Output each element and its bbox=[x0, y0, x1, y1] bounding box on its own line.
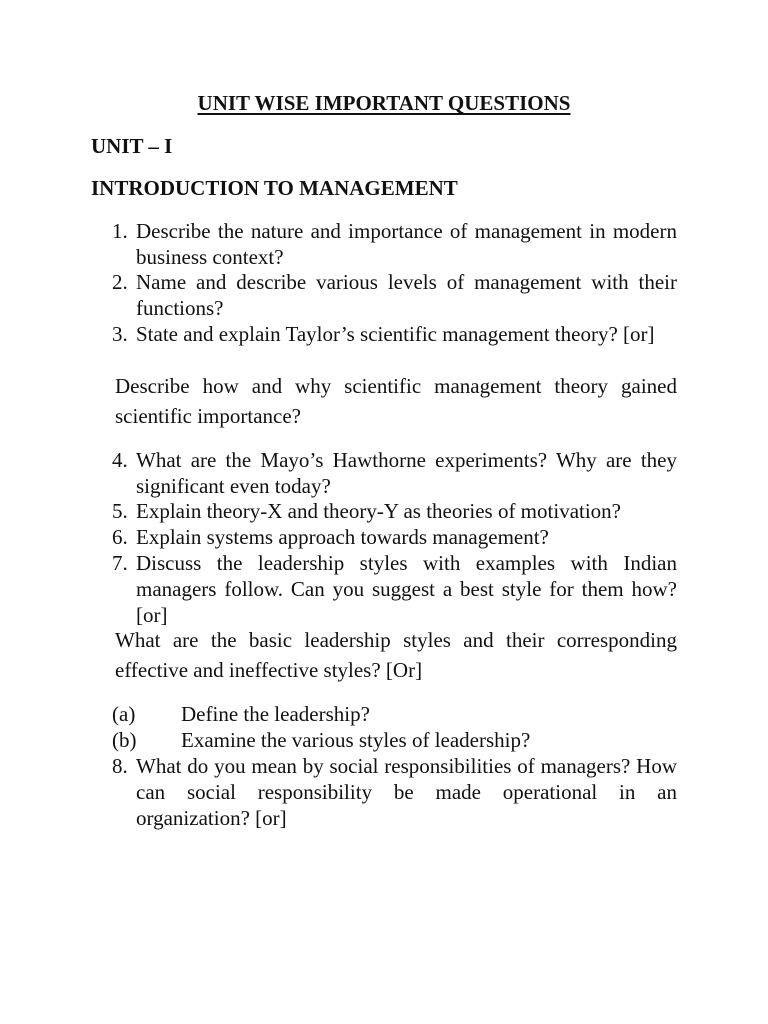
question-number: 3. bbox=[112, 322, 128, 346]
question-item bbox=[112, 447, 677, 499]
question-number: 6. bbox=[112, 525, 128, 549]
question-text: Explain theory-X and theory-Y as theories of motivation? bbox=[136, 499, 621, 523]
page-title: UNIT WISE IMPORTANT QUESTIONS bbox=[197, 91, 571, 115]
sub-question-label: (a) bbox=[112, 702, 136, 726]
sub-question-text: Examine the various styles of leadership? bbox=[181, 728, 531, 752]
question-number: 8. bbox=[112, 754, 128, 778]
question-text: Explain systems approach towards management? bbox=[136, 525, 549, 549]
question-text: Describe the nature and importance of management in modern business context? bbox=[136, 219, 677, 269]
question-item bbox=[112, 218, 677, 270]
alternative-question: What are the basic leadership styles and their corresponding effective and ineffective styles? [Or] bbox=[115, 628, 677, 682]
sub-question-label: (b) bbox=[112, 728, 137, 752]
question-number: 4. bbox=[112, 448, 128, 472]
question-number: 7. bbox=[112, 551, 128, 575]
question-item bbox=[112, 269, 677, 321]
question-text: What are the Mayo’s Hawthorne experiments? Why are they significant even today? bbox=[136, 448, 677, 498]
question-item bbox=[112, 753, 677, 831]
question-item bbox=[112, 498, 677, 524]
question-number: 5. bbox=[112, 499, 128, 523]
question-text: Discuss the leadership styles with examples with Indian managers follow. Can you suggest a best style for them how? [or] bbox=[136, 551, 677, 627]
question-item bbox=[112, 550, 677, 628]
alternative-question: Describe how and why scientific management theory gained scientific importance? bbox=[115, 374, 677, 428]
question-text: State and explain Taylor’s scientific management theory? [or] bbox=[136, 322, 655, 346]
section-heading: INTRODUCTION TO MANAGEMENT bbox=[91, 176, 458, 200]
sub-question-text: Define the leadership? bbox=[181, 702, 370, 726]
question-text: What do you mean by social responsibilities of managers? How can social responsibility be made operational in an organization? [or] bbox=[136, 754, 677, 830]
question-number: 1. bbox=[112, 219, 128, 243]
question-number: 2. bbox=[112, 270, 128, 294]
unit-heading: UNIT – I bbox=[91, 134, 173, 158]
question-text: Name and describe various levels of management with their functions? bbox=[136, 270, 677, 320]
question-item bbox=[112, 321, 677, 347]
question-item bbox=[112, 524, 677, 550]
